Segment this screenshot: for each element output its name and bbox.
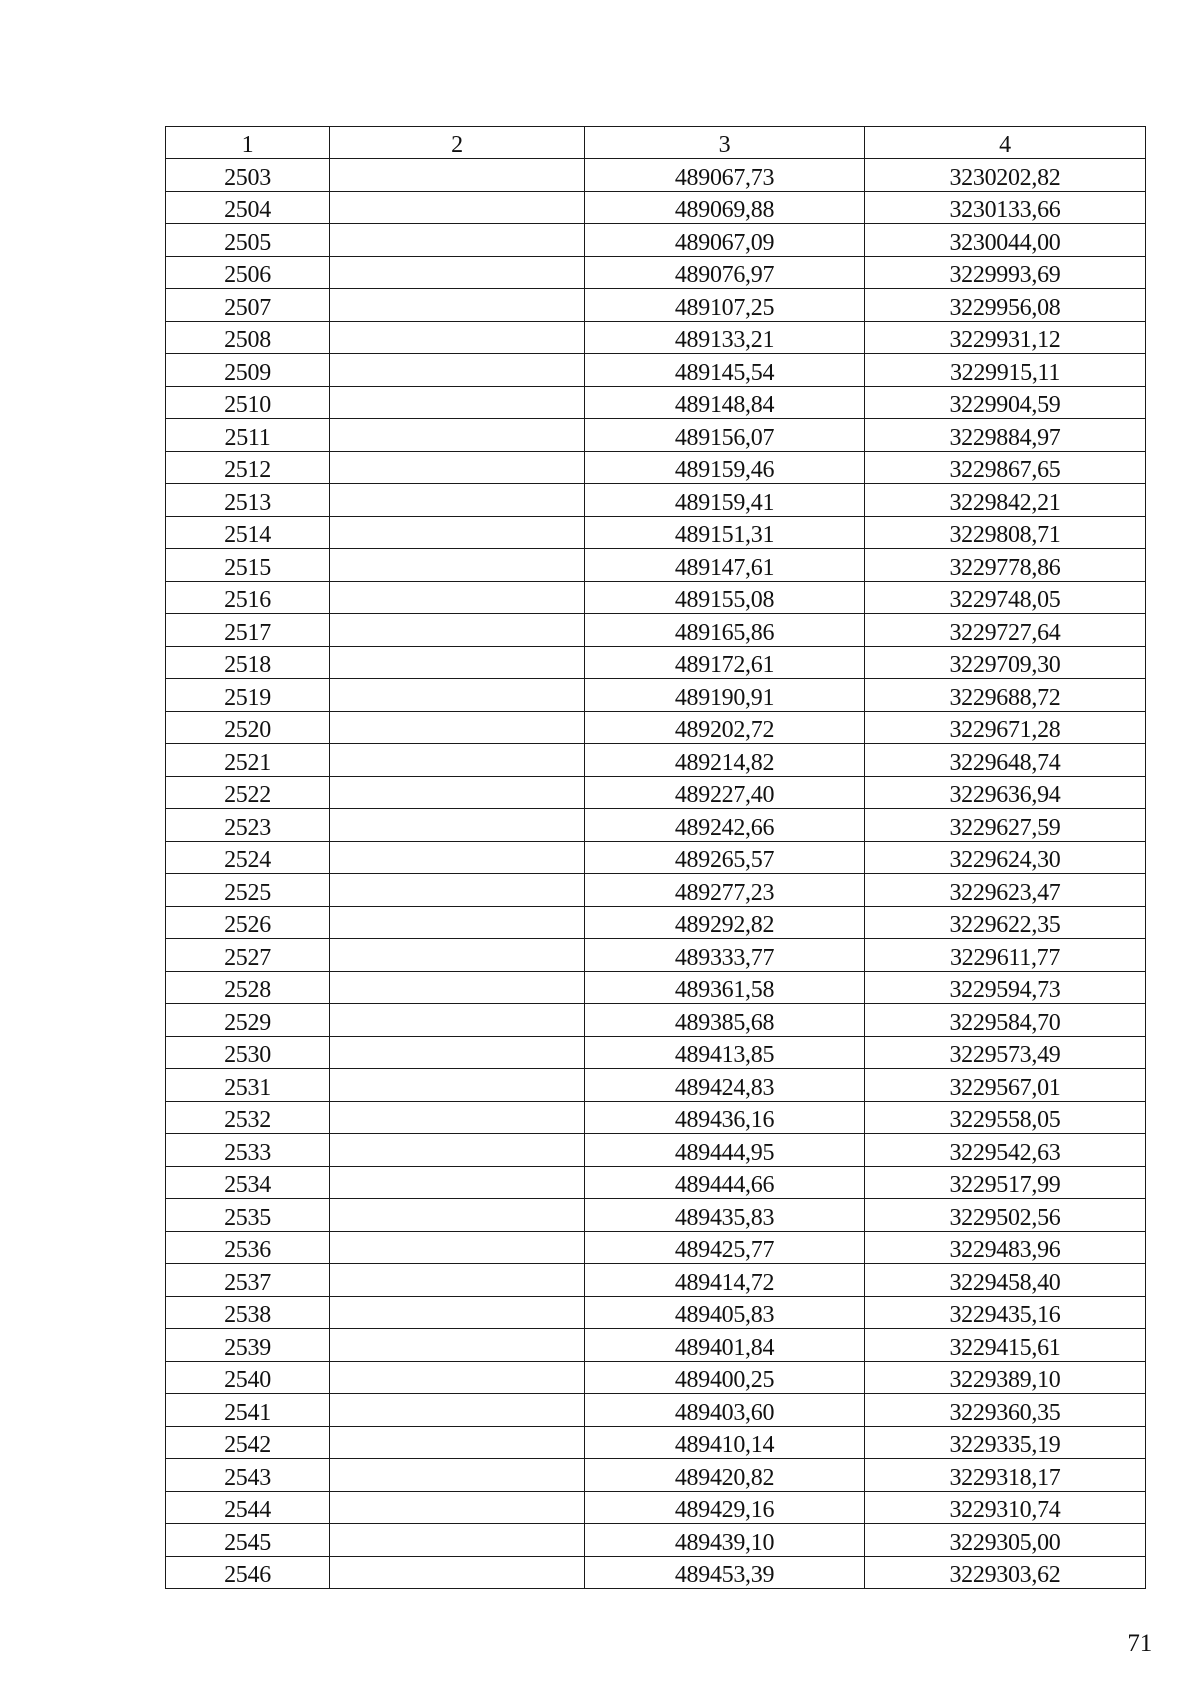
point-number-cell: 2518 [166, 646, 330, 679]
table-row [166, 1459, 1146, 1492]
y-coordinate-cell: 3229915,11 [865, 354, 1146, 387]
x-coordinate-cell: 489214,82 [585, 744, 865, 777]
x-coordinate-cell: 489435,83 [585, 1199, 865, 1232]
point-number-cell: 2530 [166, 1036, 330, 1069]
table-row [166, 1394, 1146, 1427]
y-coordinate-cell: 3229993,69 [865, 256, 1146, 289]
x-coordinate-cell: 489439,10 [585, 1524, 865, 1557]
point-number-cell: 2541 [166, 1394, 330, 1427]
table-row [166, 451, 1146, 484]
empty-cell [330, 711, 585, 744]
empty-cell [330, 1101, 585, 1134]
table-row [166, 1329, 1146, 1362]
point-number-cell: 2529 [166, 1004, 330, 1037]
point-number-cell: 2506 [166, 256, 330, 289]
x-coordinate-cell: 489403,60 [585, 1394, 865, 1427]
point-number-cell: 2511 [166, 419, 330, 452]
x-coordinate-cell: 489405,83 [585, 1296, 865, 1329]
empty-cell [330, 1329, 585, 1362]
table-row [166, 1556, 1146, 1589]
point-number-cell: 2545 [166, 1524, 330, 1557]
x-coordinate-cell: 489333,77 [585, 939, 865, 972]
x-coordinate-cell: 489165,86 [585, 614, 865, 647]
empty-cell [330, 1199, 585, 1232]
empty-cell [330, 386, 585, 419]
empty-cell [330, 776, 585, 809]
y-coordinate-cell: 3229778,86 [865, 549, 1146, 582]
empty-cell [330, 1459, 585, 1492]
y-coordinate-cell: 3229623,47 [865, 874, 1146, 907]
table-row [166, 646, 1146, 679]
point-number-cell: 2504 [166, 191, 330, 224]
y-coordinate-cell: 3230133,66 [865, 191, 1146, 224]
y-coordinate-cell: 3229709,30 [865, 646, 1146, 679]
x-coordinate-cell: 489414,72 [585, 1264, 865, 1297]
y-coordinate-cell: 3229360,35 [865, 1394, 1146, 1427]
empty-cell [330, 1296, 585, 1329]
x-coordinate-cell: 489159,41 [585, 484, 865, 517]
point-number-cell: 2533 [166, 1134, 330, 1167]
x-coordinate-cell: 489076,97 [585, 256, 865, 289]
column-header-4: 4 [865, 127, 1146, 159]
x-coordinate-cell: 489361,58 [585, 971, 865, 1004]
table-row [166, 581, 1146, 614]
table-row [166, 289, 1146, 322]
x-coordinate-cell: 489202,72 [585, 711, 865, 744]
point-number-cell: 2514 [166, 516, 330, 549]
x-coordinate-cell: 489067,73 [585, 159, 865, 192]
x-coordinate-cell: 489172,61 [585, 646, 865, 679]
coordinates-table [165, 126, 1146, 1589]
table-row [166, 1036, 1146, 1069]
x-coordinate-cell: 489424,83 [585, 1069, 865, 1102]
y-coordinate-cell: 3229636,94 [865, 776, 1146, 809]
table-row [166, 874, 1146, 907]
point-number-cell: 2528 [166, 971, 330, 1004]
y-coordinate-cell: 3229727,64 [865, 614, 1146, 647]
empty-cell [330, 939, 585, 972]
empty-cell [330, 289, 585, 322]
table-row [166, 841, 1146, 874]
y-coordinate-cell: 3229335,19 [865, 1426, 1146, 1459]
x-coordinate-cell: 489069,88 [585, 191, 865, 224]
table-row [166, 386, 1146, 419]
x-coordinate-cell: 489444,66 [585, 1166, 865, 1199]
point-number-cell: 2540 [166, 1361, 330, 1394]
y-coordinate-cell: 3229671,28 [865, 711, 1146, 744]
table-header [166, 127, 1146, 159]
point-number-cell: 2503 [166, 159, 330, 192]
point-number-cell: 2512 [166, 451, 330, 484]
point-number-cell: 2532 [166, 1101, 330, 1134]
point-number-cell: 2515 [166, 549, 330, 582]
x-coordinate-cell: 489147,61 [585, 549, 865, 582]
x-coordinate-cell: 489242,66 [585, 809, 865, 842]
point-number-cell: 2538 [166, 1296, 330, 1329]
table-row [166, 1426, 1146, 1459]
x-coordinate-cell: 489190,91 [585, 679, 865, 712]
table-row [166, 1199, 1146, 1232]
empty-cell [330, 679, 585, 712]
x-coordinate-cell: 489444,95 [585, 1134, 865, 1167]
empty-cell [330, 1036, 585, 1069]
empty-cell [330, 874, 585, 907]
table-row [166, 1296, 1146, 1329]
empty-cell [330, 1491, 585, 1524]
empty-cell [330, 256, 585, 289]
y-coordinate-cell: 3229648,74 [865, 744, 1146, 777]
y-coordinate-cell: 3229931,12 [865, 321, 1146, 354]
table-row [166, 224, 1146, 257]
table-row [166, 1264, 1146, 1297]
x-coordinate-cell: 489067,09 [585, 224, 865, 257]
point-number-cell: 2523 [166, 809, 330, 842]
table-row [166, 1134, 1146, 1167]
table-row [166, 1166, 1146, 1199]
empty-cell [330, 191, 585, 224]
x-coordinate-cell: 489155,08 [585, 581, 865, 614]
point-number-cell: 2508 [166, 321, 330, 354]
y-coordinate-cell: 3229594,73 [865, 971, 1146, 1004]
point-number-cell: 2539 [166, 1329, 330, 1362]
table-row [166, 1491, 1146, 1524]
point-number-cell: 2544 [166, 1491, 330, 1524]
y-coordinate-cell: 3230044,00 [865, 224, 1146, 257]
table-row [166, 321, 1146, 354]
x-coordinate-cell: 489133,21 [585, 321, 865, 354]
table-row [166, 191, 1146, 224]
y-coordinate-cell: 3229748,05 [865, 581, 1146, 614]
x-coordinate-cell: 489292,82 [585, 906, 865, 939]
point-number-cell: 2534 [166, 1166, 330, 1199]
y-coordinate-cell: 3229622,35 [865, 906, 1146, 939]
table-row [166, 1069, 1146, 1102]
empty-cell [330, 1524, 585, 1557]
empty-cell [330, 1426, 585, 1459]
table-row [166, 484, 1146, 517]
x-coordinate-cell: 489145,54 [585, 354, 865, 387]
y-coordinate-cell: 3229435,16 [865, 1296, 1146, 1329]
y-coordinate-cell: 3229415,61 [865, 1329, 1146, 1362]
empty-cell [330, 419, 585, 452]
table-row [166, 906, 1146, 939]
y-coordinate-cell: 3229573,49 [865, 1036, 1146, 1069]
x-coordinate-cell: 489159,46 [585, 451, 865, 484]
x-coordinate-cell: 489227,40 [585, 776, 865, 809]
y-coordinate-cell: 3230202,82 [865, 159, 1146, 192]
point-number-cell: 2525 [166, 874, 330, 907]
point-number-cell: 2510 [166, 386, 330, 419]
table-row [166, 256, 1146, 289]
point-number-cell: 2519 [166, 679, 330, 712]
point-number-cell: 2522 [166, 776, 330, 809]
table-row [166, 711, 1146, 744]
empty-cell [330, 1166, 585, 1199]
x-coordinate-cell: 489107,25 [585, 289, 865, 322]
table-row [166, 809, 1146, 842]
point-number-cell: 2546 [166, 1556, 330, 1589]
table-row [166, 516, 1146, 549]
x-coordinate-cell: 489401,84 [585, 1329, 865, 1362]
y-coordinate-cell: 3229688,72 [865, 679, 1146, 712]
y-coordinate-cell: 3229867,65 [865, 451, 1146, 484]
table-row [166, 776, 1146, 809]
x-coordinate-cell: 489410,14 [585, 1426, 865, 1459]
y-coordinate-cell: 3229303,62 [865, 1556, 1146, 1589]
x-coordinate-cell: 489277,23 [585, 874, 865, 907]
point-number-cell: 2521 [166, 744, 330, 777]
x-coordinate-cell: 489265,57 [585, 841, 865, 874]
table-row [166, 159, 1146, 192]
y-coordinate-cell: 3229904,59 [865, 386, 1146, 419]
point-number-cell: 2536 [166, 1231, 330, 1264]
empty-cell [330, 1264, 585, 1297]
point-number-cell: 2531 [166, 1069, 330, 1102]
point-number-cell: 2517 [166, 614, 330, 647]
empty-cell [330, 646, 585, 679]
x-coordinate-cell: 489420,82 [585, 1459, 865, 1492]
empty-cell [330, 906, 585, 939]
table-row [166, 971, 1146, 1004]
point-number-cell: 2509 [166, 354, 330, 387]
y-coordinate-cell: 3229884,97 [865, 419, 1146, 452]
point-number-cell: 2507 [166, 289, 330, 322]
y-coordinate-cell: 3229627,59 [865, 809, 1146, 842]
column-header-3: 3 [585, 127, 865, 159]
y-coordinate-cell: 3229310,74 [865, 1491, 1146, 1524]
empty-cell [330, 549, 585, 582]
empty-cell [330, 1394, 585, 1427]
empty-cell [330, 1069, 585, 1102]
y-coordinate-cell: 3229542,63 [865, 1134, 1146, 1167]
table-body [166, 159, 1146, 1589]
y-coordinate-cell: 3229567,01 [865, 1069, 1146, 1102]
point-number-cell: 2537 [166, 1264, 330, 1297]
table-row [166, 1231, 1146, 1264]
x-coordinate-cell: 489156,07 [585, 419, 865, 452]
table-row [166, 939, 1146, 972]
point-number-cell: 2526 [166, 906, 330, 939]
point-number-cell: 2524 [166, 841, 330, 874]
y-coordinate-cell: 3229483,96 [865, 1231, 1146, 1264]
y-coordinate-cell: 3229611,77 [865, 939, 1146, 972]
x-coordinate-cell: 489148,84 [585, 386, 865, 419]
x-coordinate-cell: 489453,39 [585, 1556, 865, 1589]
table-row [166, 744, 1146, 777]
empty-cell [330, 224, 585, 257]
empty-cell [330, 841, 585, 874]
table-row [166, 354, 1146, 387]
column-header-1: 1 [166, 127, 330, 159]
point-number-cell: 2520 [166, 711, 330, 744]
table-row [166, 419, 1146, 452]
table-row [166, 1524, 1146, 1557]
empty-cell [330, 516, 585, 549]
point-number-cell: 2516 [166, 581, 330, 614]
x-coordinate-cell: 489151,31 [585, 516, 865, 549]
point-number-cell: 2527 [166, 939, 330, 972]
table-row [166, 614, 1146, 647]
y-coordinate-cell: 3229956,08 [865, 289, 1146, 322]
empty-cell [330, 1556, 585, 1589]
y-coordinate-cell: 3229808,71 [865, 516, 1146, 549]
empty-cell [330, 809, 585, 842]
column-header-2: 2 [330, 127, 585, 159]
empty-cell [330, 1004, 585, 1037]
x-coordinate-cell: 489425,77 [585, 1231, 865, 1264]
point-number-cell: 2542 [166, 1426, 330, 1459]
empty-cell [330, 1231, 585, 1264]
empty-cell [330, 484, 585, 517]
table-row [166, 1101, 1146, 1134]
table-row [166, 1361, 1146, 1394]
y-coordinate-cell: 3229558,05 [865, 1101, 1146, 1134]
x-coordinate-cell: 489436,16 [585, 1101, 865, 1134]
page-number: 71 [1127, 1630, 1152, 1657]
header-row [166, 127, 1146, 159]
y-coordinate-cell: 3229842,21 [865, 484, 1146, 517]
empty-cell [330, 581, 585, 614]
y-coordinate-cell: 3229458,40 [865, 1264, 1146, 1297]
y-coordinate-cell: 3229305,00 [865, 1524, 1146, 1557]
point-number-cell: 2505 [166, 224, 330, 257]
empty-cell [330, 614, 585, 647]
y-coordinate-cell: 3229502,56 [865, 1199, 1146, 1232]
y-coordinate-cell: 3229584,70 [865, 1004, 1146, 1037]
table-row [166, 679, 1146, 712]
empty-cell [330, 1361, 585, 1394]
y-coordinate-cell: 3229318,17 [865, 1459, 1146, 1492]
x-coordinate-cell: 489400,25 [585, 1361, 865, 1394]
empty-cell [330, 451, 585, 484]
x-coordinate-cell: 489385,68 [585, 1004, 865, 1037]
table-row [166, 549, 1146, 582]
point-number-cell: 2513 [166, 484, 330, 517]
point-number-cell: 2543 [166, 1459, 330, 1492]
empty-cell [330, 1134, 585, 1167]
empty-cell [330, 354, 585, 387]
y-coordinate-cell: 3229389,10 [865, 1361, 1146, 1394]
y-coordinate-cell: 3229624,30 [865, 841, 1146, 874]
table-row [166, 1004, 1146, 1037]
empty-cell [330, 971, 585, 1004]
y-coordinate-cell: 3229517,99 [865, 1166, 1146, 1199]
x-coordinate-cell: 489429,16 [585, 1491, 865, 1524]
point-number-cell: 2535 [166, 1199, 330, 1232]
x-coordinate-cell: 489413,85 [585, 1036, 865, 1069]
empty-cell [330, 744, 585, 777]
empty-cell [330, 159, 585, 192]
empty-cell [330, 321, 585, 354]
